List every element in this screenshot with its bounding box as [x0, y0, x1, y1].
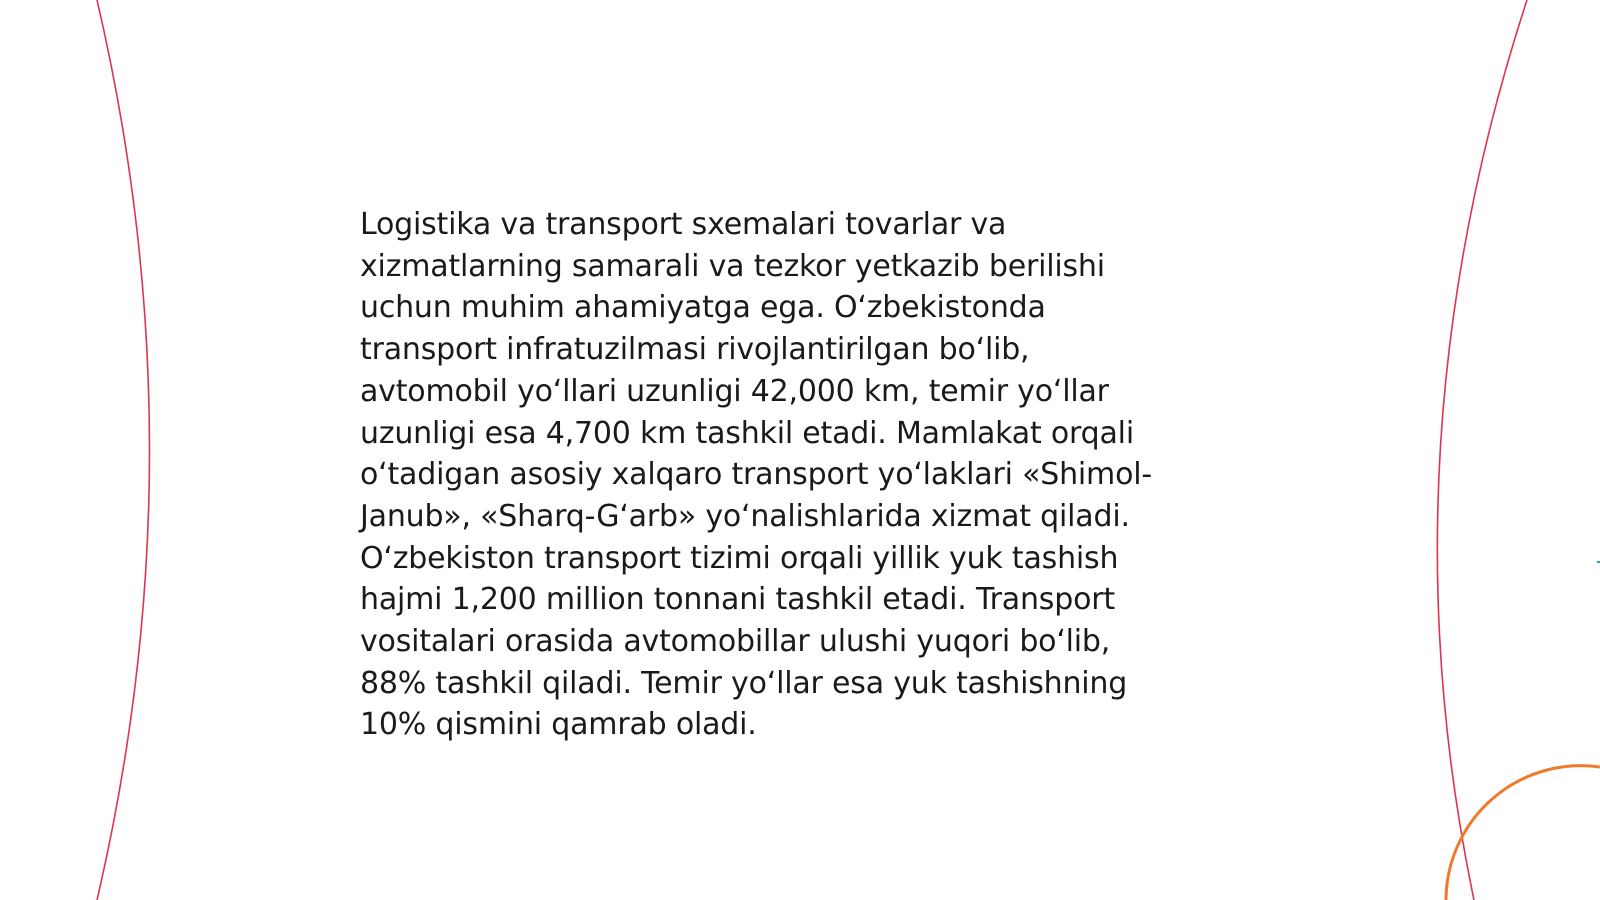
- body-paragraph: Logistika va transport sxemalari tovarlar va xizmatlarning samarali va tezkor yetkazib berilishi uchun muhim ahamiyatga ega. Oʻzbekistonda transport infratuzilmasi rivojlantirilgan boʻlib, avtomobil yoʻllari uzunligi 42,000 km, temir yoʻllar uzunligi esa 4,700 km tashkil etadi. Mamlakat orqali oʻtadigan asosiy xalqaro transport yoʻlaklari «Shimol- Janub», «Sharq-Gʻarb» yoʻnalishlarida xizmat qiladi. Oʻzbekiston transport tizimi orqali yillik yuk tashish hajmi 1,200 million tonnani tashkil etadi. Transport vositalari orasida avtomobillar ulushi yuqori boʻlib, 88% tashkil qiladi. Temir yoʻllar esa yuk tashishning 10% qismini qamrab oladi.: [360, 207, 1152, 743]
- left-arc-line: [97, 0, 150, 900]
- orange-circle-arc: [1446, 766, 1600, 900]
- right-arc-line: [1437, 0, 1527, 900]
